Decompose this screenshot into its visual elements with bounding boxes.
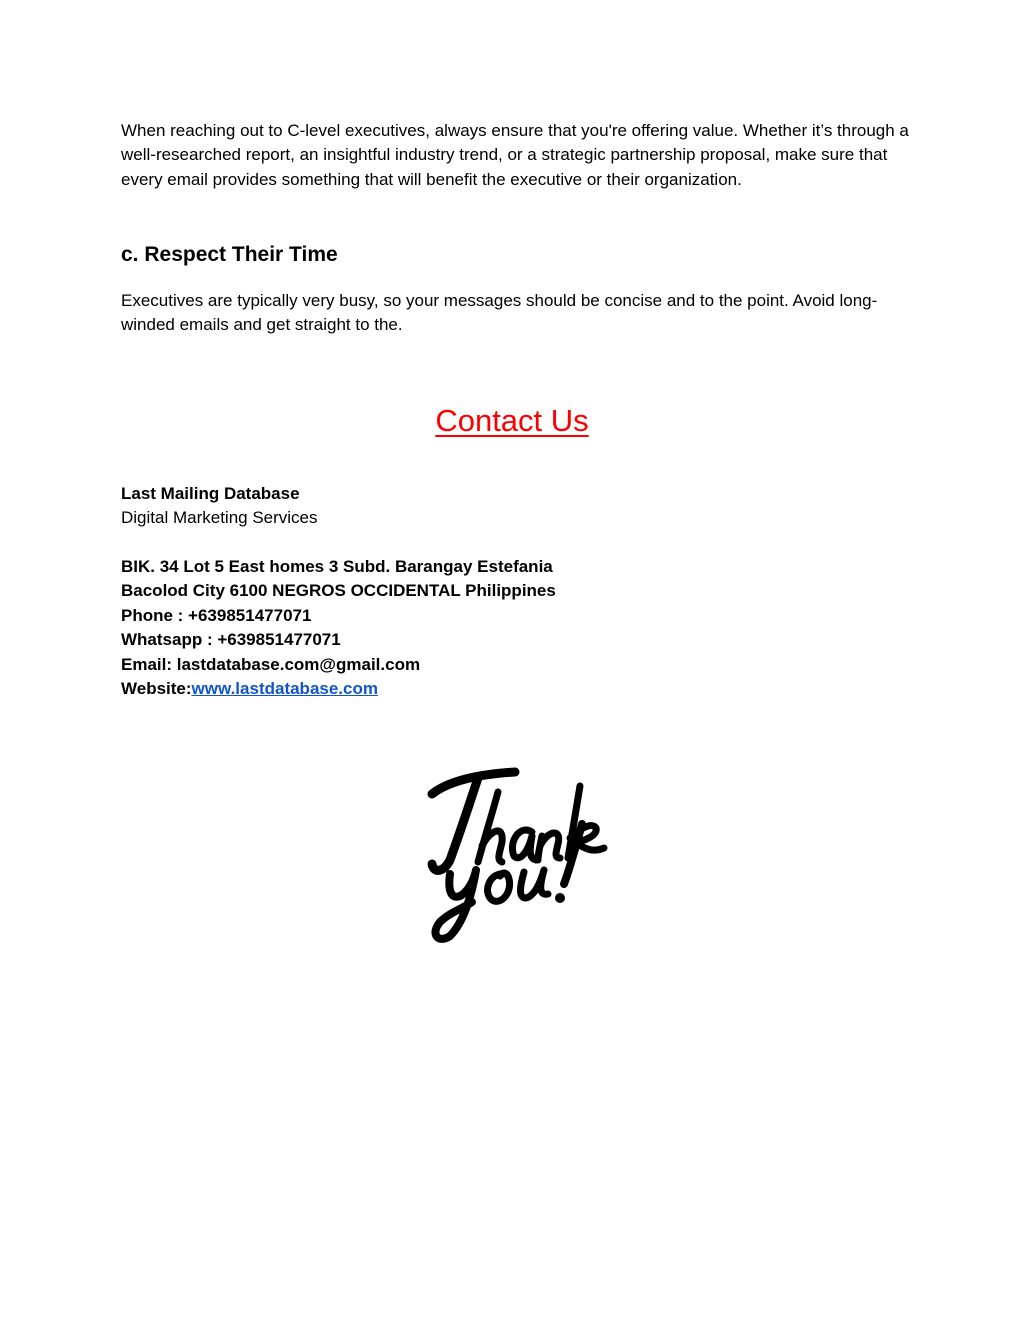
thank-you-lettering-image [420,762,610,947]
website-line [121,677,821,701]
website-link[interactable]: www.lastdatabase.com [191,679,378,699]
contact-heading [0,402,1024,440]
email-address: Email: lastdatabase.com@gmail.com [121,654,421,674]
company-info [121,482,821,531]
section-heading: c. Respect Their Time [121,243,338,266]
contact-details [121,555,821,701]
intro-paragraph: When reaching out to C-level executives, always ensure that you're offering value. Whether it’s through a well-researched report, an insightful industry trend, or a strategic partnership proposal, make sure that every email provides something that will benefit the executive or their organization. [121,121,909,189]
whatsapp-number: Whatsapp : +639851477071 [121,630,341,650]
phone-number: Phone : +639851477071 [121,605,312,625]
section-paragraph: Executives are typically very busy, so your messages should be concise and to the point. Avoid long-winded emails and get straight to the. [121,291,878,335]
company-name: Last Mailing Database [121,484,300,503]
address-line-2: Bacolod City 6100 NEGROS OCCIDENTAL Philippines [121,581,556,601]
website-label: Website: [121,679,192,699]
address-line-1: BIK. 34 Lot 5 East homes 3 Subd. Barangay Estefania [121,557,553,576]
company-tagline: Digital Marketing Services [121,508,318,528]
contact-heading-link[interactable]: Contact Us [435,403,589,438]
